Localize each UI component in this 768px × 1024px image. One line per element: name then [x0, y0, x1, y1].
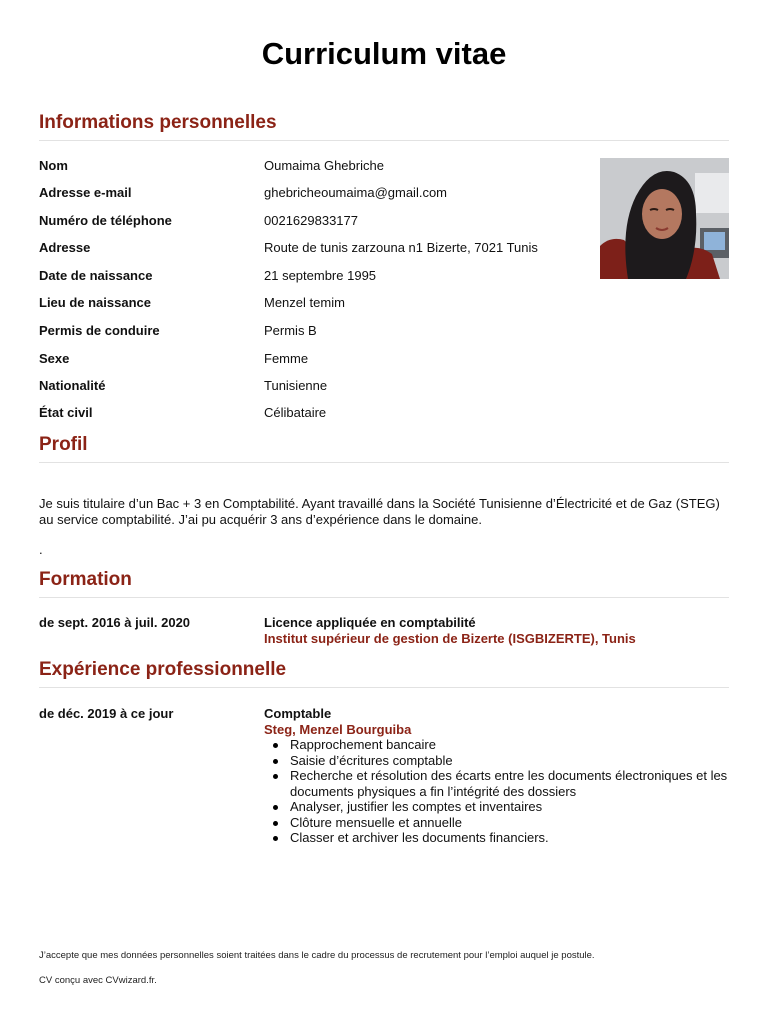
info-label: Nom — [39, 158, 68, 173]
section-experience-heading: Expérience professionnelle — [39, 659, 729, 688]
info-label: Adresse — [39, 240, 91, 255]
info-label: Lieu de naissance — [39, 295, 151, 310]
section-profile-heading: Profil — [39, 434, 729, 463]
info-value: Tunisienne — [264, 378, 328, 393]
cv-title: Curriculum vitae — [261, 36, 507, 71]
experience-task-list — [264, 737, 730, 846]
consent-note: J’accepte que mes données personnelles soient traitées dans le cadre du processus de recrutement pour l’emploi auquel je postule. — [39, 950, 595, 961]
experience-entry — [264, 706, 730, 846]
info-label: Date de naissance — [39, 268, 153, 283]
info-label: Numéro de téléphone — [39, 213, 172, 228]
profile-photo — [600, 158, 729, 279]
info-value: Menzel temim — [264, 295, 345, 310]
task-item: Recherche et résolution des écarts entre les documents électroniques et les documents physiques a fin l’intégrité des dossiers — [290, 768, 730, 799]
section-personal-heading: Informations personnelles — [39, 112, 729, 141]
info-label: Sexe — [39, 351, 70, 366]
experience-date: de déc. 2019 à ce jour — [39, 706, 174, 721]
credit-note: CV conçu avec CVwizard.fr. — [39, 975, 157, 986]
info-label: Adresse e-mail — [39, 185, 132, 200]
profile-note: . — [39, 542, 43, 557]
info-value: Femme — [264, 351, 309, 366]
task-item: Clôture mensuelle et annuelle — [290, 815, 730, 831]
education-entry — [264, 615, 730, 646]
info-value: Permis B — [264, 323, 317, 338]
info-value: ghebricheoumaima@gmail.com — [264, 185, 447, 200]
education-institution: Institut supérieur de gestion de Bizerte (ISGBIZERTE), Tunis — [264, 630, 636, 646]
task-item: Classer et archiver les documents financiers. — [290, 830, 730, 846]
education-date: de sept. 2016 à juil. 2020 — [39, 615, 191, 630]
education-title: Licence appliquée en comptabilité — [264, 615, 476, 630]
task-item: Analyser, justifier les comptes et inventaires — [290, 799, 730, 815]
profile-text: Je suis titulaire d’un Bac + 3 en Comptabilité. Ayant travaillé dans la Société Tunisienne d’Électricité et de Gaz (STEG) au service comptabilité. J’ai pu acquérir 3 ans d’expérience dans le domaine. — [39, 496, 720, 527]
info-value: Célibataire — [264, 405, 327, 420]
task-item: Rapprochement bancaire — [290, 737, 730, 753]
portrait-illustration — [600, 158, 729, 279]
info-label: Permis de conduire — [39, 323, 160, 338]
info-value: Oumaima Ghebriche — [264, 158, 384, 173]
task-item: Saisie d’écritures comptable — [290, 753, 730, 769]
info-label: État civil — [39, 405, 93, 420]
section-education-heading: Formation — [39, 569, 729, 598]
info-value: 0021629833177 — [264, 213, 358, 228]
experience-employer: Steg, Menzel Bourguiba — [264, 721, 412, 737]
experience-title: Comptable — [264, 706, 332, 721]
info-label: Nationalité — [39, 378, 106, 393]
info-value: 21 septembre 1995 — [264, 268, 377, 283]
info-value: Route de tunis zarzouna n1 Bizerte, 7021 Tunis — [264, 240, 538, 255]
